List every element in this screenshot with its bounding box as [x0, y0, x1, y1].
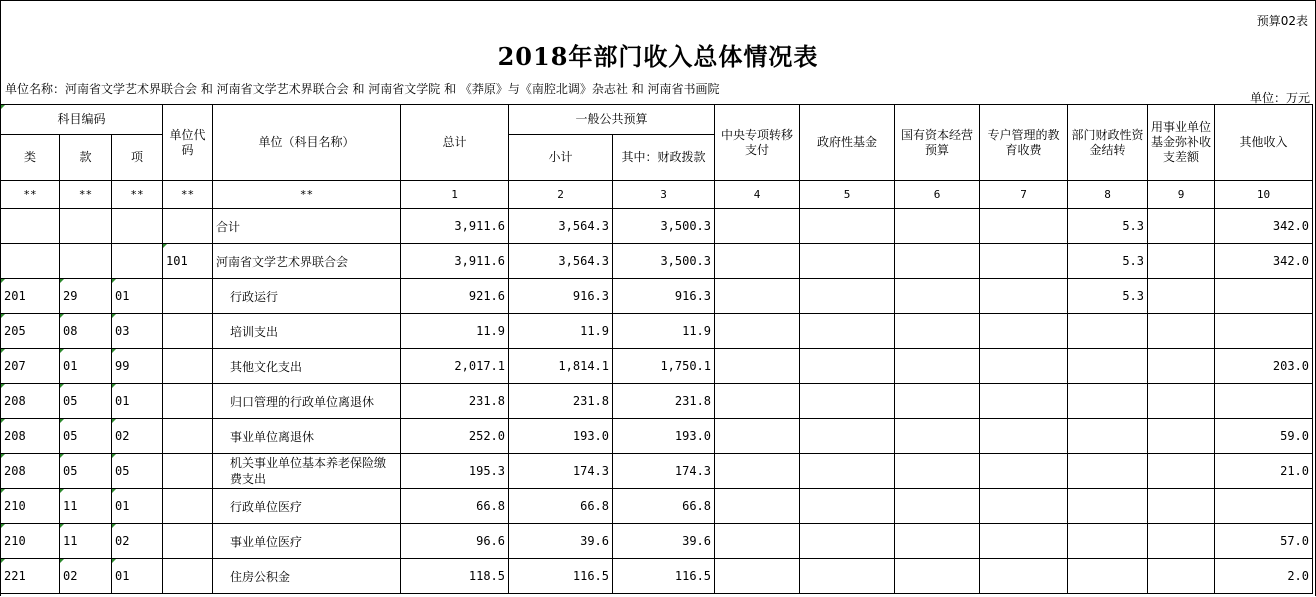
- carryover-cell: [1068, 384, 1148, 419]
- other-income-cell: [1215, 384, 1313, 419]
- state-capital-cell: [895, 209, 980, 244]
- lei-cell: 210: [1, 524, 60, 559]
- kuan-cell: 05: [60, 454, 112, 489]
- subtotal-cell: 11.9: [509, 314, 613, 349]
- col-number: 4: [715, 181, 800, 209]
- state-capital-cell: [895, 384, 980, 419]
- other-income-cell: 21.0: [1215, 454, 1313, 489]
- gov-fund-cell: [800, 384, 895, 419]
- central-transfer-cell: [715, 384, 800, 419]
- gov-fund-cell: [800, 279, 895, 314]
- central-transfer-cell: [715, 419, 800, 454]
- xiang-cell: [112, 244, 163, 279]
- total-cell: 96.6: [401, 524, 509, 559]
- enterprise-fund-cell: [1148, 384, 1215, 419]
- total-cell: 921.6: [401, 279, 509, 314]
- central-transfer-cell: [715, 454, 800, 489]
- lei-cell: 208: [1, 454, 60, 489]
- income-table: [0, 104, 1313, 594]
- carryover-cell: [1068, 524, 1148, 559]
- state-capital-cell: [895, 489, 980, 524]
- lei-cell: 210: [1, 489, 60, 524]
- xiang-cell: 02: [112, 524, 163, 559]
- central-transfer-cell: [715, 524, 800, 559]
- total-cell: 252.0: [401, 419, 509, 454]
- lei-cell: 201: [1, 279, 60, 314]
- central-transfer-cell: [715, 349, 800, 384]
- unit-code-cell: [163, 559, 213, 594]
- carryover-cell: 5.3: [1068, 209, 1148, 244]
- total-cell: 2,017.1: [401, 349, 509, 384]
- fiscal-cell: 39.6: [613, 524, 715, 559]
- col-number: **: [213, 181, 401, 209]
- other-income-cell: [1215, 489, 1313, 524]
- subtotal-cell: 116.5: [509, 559, 613, 594]
- fiscal-cell: 916.3: [613, 279, 715, 314]
- carryover-cell: [1068, 559, 1148, 594]
- other-income-cell: 2.0: [1215, 559, 1313, 594]
- xiang-cell: 02: [112, 419, 163, 454]
- gov-fund-cell: [800, 209, 895, 244]
- kuan-cell: 02: [60, 559, 112, 594]
- header-row-1: [1, 105, 1313, 135]
- kuan-cell: 11: [60, 524, 112, 559]
- lei-cell: [1, 244, 60, 279]
- lei-cell: 205: [1, 314, 60, 349]
- carryover-cell: [1068, 489, 1148, 524]
- total-cell: 3,911.6: [401, 244, 509, 279]
- name-cell: 行政单位医疗: [213, 489, 401, 524]
- col-number: 10: [1215, 181, 1313, 209]
- xiang-cell: 99: [112, 349, 163, 384]
- edu-fee-cell: [980, 209, 1068, 244]
- lei-cell: 208: [1, 384, 60, 419]
- enterprise-fund-cell: [1148, 454, 1215, 489]
- state-capital-cell: [895, 314, 980, 349]
- fiscal-cell: 1,750.1: [613, 349, 715, 384]
- header-carryover: 部门财政性资金结转: [1068, 105, 1148, 181]
- edu-fee-cell: [980, 349, 1068, 384]
- col-number: 6: [895, 181, 980, 209]
- name-cell: 事业单位医疗: [213, 524, 401, 559]
- header-total: 总计: [401, 105, 509, 181]
- central-transfer-cell: [715, 489, 800, 524]
- edu-fee-cell: [980, 244, 1068, 279]
- total-cell: 11.9: [401, 314, 509, 349]
- header-central-transfer: 中央专项转移支付: [715, 105, 800, 181]
- fiscal-cell: 231.8: [613, 384, 715, 419]
- unit-code-cell: [163, 209, 213, 244]
- header-general-budget: 一般公共预算: [509, 105, 715, 135]
- table-row: [1, 559, 1313, 594]
- carryover-cell: 5.3: [1068, 244, 1148, 279]
- col-number: 1: [401, 181, 509, 209]
- header-edu-fee: 专户管理的教育收费: [980, 105, 1068, 181]
- enterprise-fund-cell: [1148, 559, 1215, 594]
- col-number: 2: [509, 181, 613, 209]
- name-cell: 事业单位离退休: [213, 419, 401, 454]
- table-row: [1, 384, 1313, 419]
- header-other-income: 其他收入: [1215, 105, 1313, 181]
- col-number: 5: [800, 181, 895, 209]
- fiscal-cell: 11.9: [613, 314, 715, 349]
- unit-code-cell: [163, 279, 213, 314]
- name-cell: 培训支出: [213, 314, 401, 349]
- subtotal-cell: 39.6: [509, 524, 613, 559]
- edu-fee-cell: [980, 419, 1068, 454]
- col-number: 9: [1148, 181, 1215, 209]
- form-number: 预算02表: [1256, 14, 1308, 28]
- state-capital-cell: [895, 559, 980, 594]
- gov-fund-cell: [800, 419, 895, 454]
- carryover-cell: [1068, 349, 1148, 384]
- kuan-cell: 29: [60, 279, 112, 314]
- edu-fee-cell: [980, 489, 1068, 524]
- enterprise-fund-cell: [1148, 419, 1215, 454]
- xiang-cell: 01: [112, 559, 163, 594]
- other-income-cell: 59.0: [1215, 419, 1313, 454]
- enterprise-fund-cell: [1148, 349, 1215, 384]
- edu-fee-cell: [980, 454, 1068, 489]
- header-enterprise-fund: 用事业单位基金弥补收支差额: [1148, 105, 1215, 181]
- carryover-cell: 5.3: [1068, 279, 1148, 314]
- total-cell: 66.8: [401, 489, 509, 524]
- other-income-cell: 57.0: [1215, 524, 1313, 559]
- other-income-cell: [1215, 314, 1313, 349]
- central-transfer-cell: [715, 244, 800, 279]
- fiscal-cell: 66.8: [613, 489, 715, 524]
- state-capital-cell: [895, 244, 980, 279]
- gov-fund-cell: [800, 559, 895, 594]
- gov-fund-cell: [800, 489, 895, 524]
- subtotal-cell: 1,814.1: [509, 349, 613, 384]
- state-capital-cell: [895, 349, 980, 384]
- unit-code-cell: 101: [163, 244, 213, 279]
- edu-fee-cell: [980, 384, 1068, 419]
- table-row: [1, 314, 1313, 349]
- table-row: [1, 454, 1313, 489]
- subtotal-cell: 916.3: [509, 279, 613, 314]
- gov-fund-cell: [800, 244, 895, 279]
- kuan-cell: 11: [60, 489, 112, 524]
- lei-cell: 207: [1, 349, 60, 384]
- other-income-cell: [1215, 279, 1313, 314]
- unit-code-cell: [163, 524, 213, 559]
- total-cell: 118.5: [401, 559, 509, 594]
- fiscal-cell: 3,500.3: [613, 244, 715, 279]
- name-cell: 河南省文学艺术界联合会: [213, 244, 401, 279]
- carryover-cell: [1068, 454, 1148, 489]
- edu-fee-cell: [980, 524, 1068, 559]
- table-row: [1, 244, 1313, 279]
- table-row: [1, 349, 1313, 384]
- xiang-cell: 01: [112, 384, 163, 419]
- xiang-cell: [112, 209, 163, 244]
- name-cell: 机关事业单位基本养老保险缴费支出: [213, 454, 401, 489]
- header-gov-fund: 政府性基金: [800, 105, 895, 181]
- header-state-capital: 国有资本经营预算: [895, 105, 980, 181]
- subtotal-cell: 174.3: [509, 454, 613, 489]
- table-row: [1, 524, 1313, 559]
- col-number: 7: [980, 181, 1068, 209]
- central-transfer-cell: [715, 209, 800, 244]
- name-cell: 住房公积金: [213, 559, 401, 594]
- other-income-cell: 342.0: [1215, 244, 1313, 279]
- other-income-cell: 342.0: [1215, 209, 1313, 244]
- col-number: 3: [613, 181, 715, 209]
- unit-code-cell: [163, 454, 213, 489]
- total-cell: 195.3: [401, 454, 509, 489]
- header-unit-subject: 单位（科目名称）: [213, 105, 401, 181]
- col-number: **: [60, 181, 112, 209]
- header-unit-code: 单位代码: [163, 105, 213, 181]
- xiang-cell: 05: [112, 454, 163, 489]
- lei-cell: 221: [1, 559, 60, 594]
- unit-name-line: 单位名称：河南省文学艺术界联合会 和 河南省文学艺术界联合会 和 河南省文学院 和 《莽原》与《南腔北调》杂志社 和 河南省书画院: [5, 82, 720, 96]
- col-number: **: [1, 181, 60, 209]
- enterprise-fund-cell: [1148, 279, 1215, 314]
- header-subtotal: 小计: [509, 135, 613, 181]
- subtotal-cell: 66.8: [509, 489, 613, 524]
- kuan-cell: 05: [60, 419, 112, 454]
- central-transfer-cell: [715, 279, 800, 314]
- fiscal-cell: 116.5: [613, 559, 715, 594]
- name-cell: 其他文化支出: [213, 349, 401, 384]
- kuan-cell: [60, 209, 112, 244]
- col-number: 8: [1068, 181, 1148, 209]
- header-kuan: 款: [60, 135, 112, 181]
- unit-code-cell: [163, 349, 213, 384]
- table-row: [1, 209, 1313, 244]
- fiscal-cell: 193.0: [613, 419, 715, 454]
- header-xiang: 项: [112, 135, 163, 181]
- kuan-cell: 05: [60, 384, 112, 419]
- table-row: [1, 419, 1313, 454]
- state-capital-cell: [895, 524, 980, 559]
- subtotal-cell: 193.0: [509, 419, 613, 454]
- name-cell: 行政运行: [213, 279, 401, 314]
- gov-fund-cell: [800, 454, 895, 489]
- unit-code-cell: [163, 489, 213, 524]
- gov-fund-cell: [800, 524, 895, 559]
- table-row: [1, 489, 1313, 524]
- col-number: **: [112, 181, 163, 209]
- gov-fund-cell: [800, 349, 895, 384]
- other-income-cell: 203.0: [1215, 349, 1313, 384]
- name-cell: 合计: [213, 209, 401, 244]
- central-transfer-cell: [715, 559, 800, 594]
- enterprise-fund-cell: [1148, 314, 1215, 349]
- fiscal-cell: 174.3: [613, 454, 715, 489]
- unit-code-cell: [163, 314, 213, 349]
- enterprise-fund-cell: [1148, 524, 1215, 559]
- state-capital-cell: [895, 454, 980, 489]
- page-title: 2018年部门收入总体情况表: [497, 42, 819, 71]
- xiang-cell: 03: [112, 314, 163, 349]
- table-body: [1, 209, 1313, 594]
- enterprise-fund-cell: [1148, 489, 1215, 524]
- kuan-cell: 08: [60, 314, 112, 349]
- col-number: **: [163, 181, 213, 209]
- carryover-cell: [1068, 419, 1148, 454]
- kuan-cell: 01: [60, 349, 112, 384]
- central-transfer-cell: [715, 314, 800, 349]
- kuan-cell: [60, 244, 112, 279]
- xiang-cell: 01: [112, 279, 163, 314]
- enterprise-fund-cell: [1148, 209, 1215, 244]
- header-fiscal: 其中：财政拨款: [613, 135, 715, 181]
- total-cell: 3,911.6: [401, 209, 509, 244]
- header-subject-code: 科目编码: [1, 105, 163, 135]
- subtotal-cell: 231.8: [509, 384, 613, 419]
- enterprise-fund-cell: [1148, 244, 1215, 279]
- subtotal-cell: 3,564.3: [509, 244, 613, 279]
- lei-cell: 208: [1, 419, 60, 454]
- gov-fund-cell: [800, 314, 895, 349]
- column-number-row: [1, 181, 1313, 209]
- fiscal-cell: 3,500.3: [613, 209, 715, 244]
- table-row: [1, 279, 1313, 314]
- unit-code-cell: [163, 384, 213, 419]
- subtotal-cell: 3,564.3: [509, 209, 613, 244]
- total-cell: 231.8: [401, 384, 509, 419]
- edu-fee-cell: [980, 559, 1068, 594]
- name-cell: 归口管理的行政单位离退休: [213, 384, 401, 419]
- carryover-cell: [1068, 314, 1148, 349]
- xiang-cell: 01: [112, 489, 163, 524]
- state-capital-cell: [895, 279, 980, 314]
- edu-fee-cell: [980, 314, 1068, 349]
- unit-code-cell: [163, 419, 213, 454]
- header-lei: 类: [1, 135, 60, 181]
- unit-label: 单位：万元: [1249, 91, 1310, 105]
- lei-cell: [1, 209, 60, 244]
- state-capital-cell: [895, 419, 980, 454]
- edu-fee-cell: [980, 279, 1068, 314]
